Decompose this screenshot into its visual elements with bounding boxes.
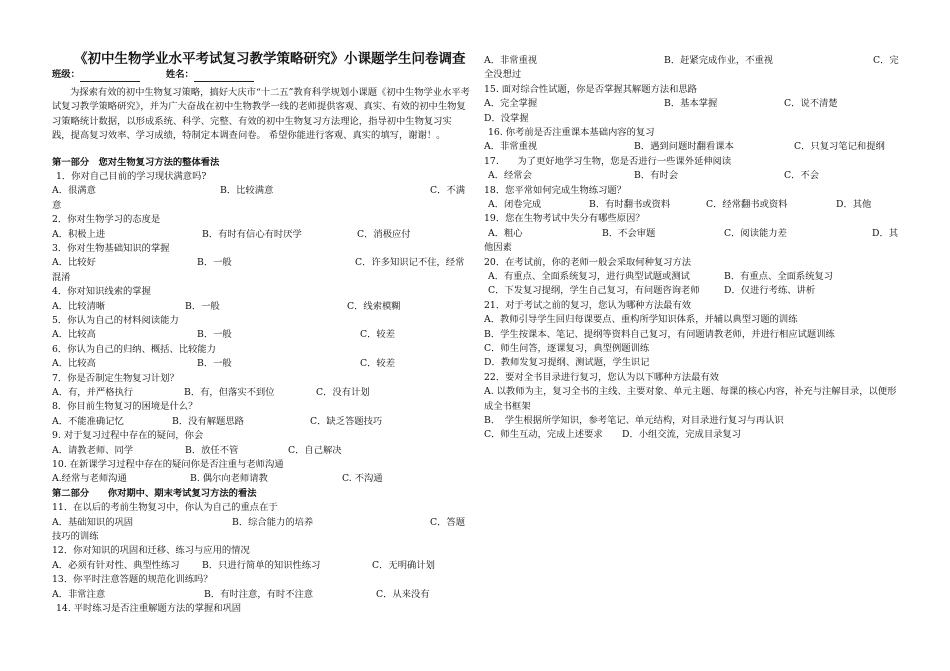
question-14-options	[484, 54, 899, 68]
question-7: 7．你是否制定生物复习计划？	[52, 372, 179, 384]
right-column	[484, 54, 899, 443]
option-a[interactable]: A．完全掌握	[484, 98, 538, 110]
option-a[interactable]: A．比较高	[52, 358, 96, 370]
option-a[interactable]: A．很满意	[52, 185, 96, 197]
option-b[interactable]: B．一般	[197, 329, 232, 341]
option-b[interactable]: B． 学生根据所学知识，参考笔记、单元结构，对目录进行复习与再认识	[484, 415, 784, 427]
question-2: 2．你对生物学习的态度是	[52, 214, 161, 226]
option-b[interactable]: B．有，但落实不到位	[184, 387, 275, 399]
option-a[interactable]: A．请教老师、同学	[52, 444, 134, 456]
option-c[interactable]: C．完	[873, 55, 899, 66]
question-1: 1．你对自己目前的学习现状满意吗?	[56, 171, 207, 183]
question-4-options	[52, 300, 470, 314]
question-6-options	[52, 357, 470, 371]
question-11-options	[52, 516, 470, 530]
option-b[interactable]: B．不会审题	[602, 227, 656, 239]
option-a[interactable]: A．必须有针对性、典型性练习	[52, 559, 180, 571]
part2-heading: 第二部分 你对期中、期末考试复习方法的看法	[52, 487, 257, 499]
left-column	[52, 50, 470, 616]
option-a[interactable]: A．比较清晰	[52, 300, 106, 312]
question-10: 10. 在新课学习过程中存在的疑问你是否注重与老师沟通	[52, 459, 284, 471]
question-13: 13．你平时注意答题的规范化训练吗？	[52, 574, 213, 586]
question-8-options	[52, 415, 470, 429]
option-d-continued: 他因素	[484, 242, 512, 254]
option-a[interactable]: A．积极上进	[52, 228, 106, 240]
option-c-continued: 意	[52, 199, 62, 211]
option-c[interactable]: C．师生问答，逐课复习，典型例题训练	[484, 343, 650, 354]
option-c[interactable]: C. 不沟通	[342, 473, 383, 485]
option-b[interactable]: B．比较满意	[220, 185, 274, 197]
option-a[interactable]: A．非常注意	[52, 588, 106, 600]
question-20: 20．在考试前，你的老师一般会采取何种复习方法	[484, 256, 692, 268]
name-blank[interactable]	[194, 71, 254, 82]
option-d[interactable]: D．小组交流，完成目录复习	[622, 429, 742, 441]
option-a[interactable]: A．基础知识的巩固	[52, 516, 134, 528]
option-d[interactable]: D．其他	[836, 199, 872, 210]
option-b[interactable]: B．一般	[185, 300, 220, 312]
page-title: 《初中生物学业水平考试复习教学策略研究》小课题学生问卷调查	[74, 51, 466, 67]
student-info-line	[52, 68, 470, 82]
option-b[interactable]: B．有时注意，有时不注意	[204, 588, 314, 600]
option-c[interactable]: C．较差	[360, 329, 396, 341]
question-12: 12．你对知识的巩固和迁移、练习与应用的情况	[52, 545, 250, 557]
question-16: 16. 你考前是否注重课本基础内容的复习	[488, 127, 655, 138]
question-18: 18．您平常如何完成生物练习题？	[484, 184, 626, 196]
question-20-options-cd	[484, 284, 899, 298]
option-b[interactable]: B．学生按课本、笔记、提纲等资料自己复习，有问题请教老师，并进行相应试题训练	[484, 328, 835, 340]
question-19: 19．您在生物考试中失分有哪些原因？	[484, 213, 645, 225]
question-15-options	[484, 97, 899, 111]
option-c[interactable]: C．没有计划	[316, 387, 370, 399]
option-d[interactable]: D．仅进行考练、讲析	[724, 285, 816, 297]
option-b[interactable]: B．基本掌握	[664, 98, 718, 110]
option-c[interactable]: C．缺乏答题技巧	[310, 415, 383, 427]
option-c[interactable]: C．答题	[430, 516, 466, 528]
option-c-continued: 全没想过	[484, 69, 522, 81]
option-a[interactable]: A．不能准确记忆	[52, 415, 124, 427]
question-20-options-ab	[484, 270, 899, 284]
option-b[interactable]: B．有时翻书或资料	[589, 199, 671, 210]
option-a[interactable]: A．粗心	[488, 227, 523, 239]
option-a[interactable]: A.经常与老师沟通	[52, 473, 127, 485]
option-c[interactable]: C．下发复习提纲，学生自己复习，有问题咨询老师	[488, 285, 700, 297]
option-c[interactable]: C．阅读能力差	[724, 227, 787, 239]
option-c-continued: 技巧的训练	[52, 531, 99, 543]
question-14: 14. 平时练习是否注重解题方法的掌握和巩固	[56, 603, 242, 615]
question-8: 8．你目前生物复习的困境是什么？	[52, 401, 198, 413]
option-c[interactable]: C．只复习笔记和提纲	[794, 141, 885, 153]
intro-paragraph: 为探索有效的初中生物复习策略，搞好大庆市“十二五”教育科学规划小课题《初中生物学业水平考试复习教学策略研究》，并为广大奋战在初中生物教学一线的老师提供客观、真实、有效的初中生物复习策略统计数据，以形成系统、科学、完整、有效的初中生物复习方法理论，指导初中生物复习实践，提高复习效率、学习成绩，特制定本调查问卷。 希望你能进行客观、真实的填写，谢谢！。	[52, 87, 470, 142]
option-a[interactable]: A．非常重视	[484, 141, 538, 153]
question-2-options	[52, 228, 470, 242]
option-b[interactable]: B．综合能力的培养	[232, 516, 314, 528]
option-a[interactable]: A．闭卷完成	[488, 199, 542, 210]
question-9: 9. 对于复习过程中存在的疑问，你会	[52, 430, 204, 442]
option-c[interactable]: C．较差	[360, 358, 396, 370]
option-b[interactable]: B．放任不管	[185, 444, 239, 456]
question-12-options	[52, 559, 470, 573]
option-a[interactable]: A．教师引导学生回归每课要点、重构所学知识体系，并辅以典型习题的训练	[484, 314, 798, 326]
option-d[interactable]: D．教师发复习提纲、测试题，学生识记	[484, 357, 650, 369]
question-9-options	[52, 444, 470, 458]
question-1-options	[52, 184, 470, 198]
option-c-continued: 混淆	[52, 271, 71, 283]
option-a[interactable]: A．非常重视	[484, 55, 538, 66]
option-a[interactable]: A．有重点、全面系统复习，进行典型试题或测试	[488, 271, 690, 282]
option-b[interactable]: B．一般	[197, 358, 232, 370]
option-c[interactable]: C．说不清楚	[784, 98, 838, 110]
option-c[interactable]: C．从来没有	[376, 588, 430, 600]
option-d[interactable]: D．没掌握	[484, 112, 529, 124]
question-21: 21．对于考试之前的复习，您认为哪种方法最有效	[484, 299, 692, 311]
option-c[interactable]: C．许多知识记不住，经常	[355, 257, 465, 269]
question-17-options	[484, 169, 899, 183]
question-13-options	[52, 588, 470, 602]
option-d[interactable]: D．其	[872, 227, 899, 239]
question-16-options	[484, 140, 899, 154]
question-18-options	[484, 198, 899, 212]
question-7-options	[52, 386, 470, 400]
option-b[interactable]: B．有时会	[634, 170, 679, 182]
question-6: 6．你认为自己的归纳、概括、比较能力	[52, 343, 216, 355]
option-b[interactable]: B. 偶尔向老师请教	[190, 473, 268, 485]
option-a[interactable]: A．比较好	[52, 257, 96, 269]
class-blank[interactable]	[80, 71, 140, 82]
option-c[interactable]: C．师生互动，完成上述要求	[484, 429, 603, 441]
class-label: 班级：	[52, 69, 80, 80]
option-c[interactable]: C．不满	[430, 185, 466, 197]
option-c[interactable]: C．无明确计划	[372, 559, 435, 571]
option-a[interactable]: A．经常会	[488, 170, 532, 182]
question-19-options	[484, 227, 899, 241]
part1-heading: 第一部分 您对生物复习方法的整体看法	[52, 156, 220, 168]
question-4: 4．你对知识线索的掌握	[52, 286, 151, 298]
question-22-options-cd	[484, 428, 899, 442]
option-b[interactable]: B．只进行简单的知识性练习	[202, 559, 321, 571]
option-c[interactable]: C．经常翻书或资料	[706, 199, 788, 210]
question-3-options	[52, 256, 470, 270]
question-5: 5．你认为自己的材料阅读能力	[52, 315, 179, 327]
question-11: 11．在以后的考前生物复习中，你认为自己的重点在于	[52, 502, 278, 514]
option-b[interactable]: B．赶紧完成作业，不重视	[664, 55, 774, 66]
option-c[interactable]: C．不会	[784, 170, 820, 182]
option-a[interactable]: A. 以教师为主，复习全书的主线、主要对象、单元主题、每课的核心内容，补充与注解目录，以便形成全书框架	[484, 386, 897, 412]
question-3: 3．你对生物基础知识的掌握	[52, 243, 170, 255]
option-a[interactable]: A．比较高	[52, 329, 96, 341]
option-b[interactable]: B．遇到问题时翻看课本	[634, 141, 734, 153]
question-15: 15. 面对综合性试题，你是否掌握其解题方法和思路	[484, 83, 697, 95]
question-10-options	[52, 472, 470, 486]
option-c[interactable]: C．消极应付	[357, 228, 411, 240]
name-label: 姓名：	[165, 69, 194, 80]
question-5-options	[52, 328, 470, 342]
option-c[interactable]: C．线索模糊	[347, 300, 401, 312]
option-b[interactable]: B．没有解题思路	[172, 415, 244, 427]
option-b[interactable]: B．有时有信心有时厌学	[202, 228, 302, 240]
option-c[interactable]: C．自己解决	[288, 444, 342, 456]
question-22: 22．要对全书目录进行复习，您认为以下哪种方法最有效	[484, 371, 719, 383]
question-17: 17. 为了更好地学习生物，您是否进行一些课外延伸阅读	[484, 155, 732, 167]
option-a[interactable]: A．有，并严格执行	[52, 387, 134, 399]
option-b[interactable]: B．一般	[197, 257, 232, 269]
option-b[interactable]: B．有重点、全面系统复习	[724, 271, 834, 282]
